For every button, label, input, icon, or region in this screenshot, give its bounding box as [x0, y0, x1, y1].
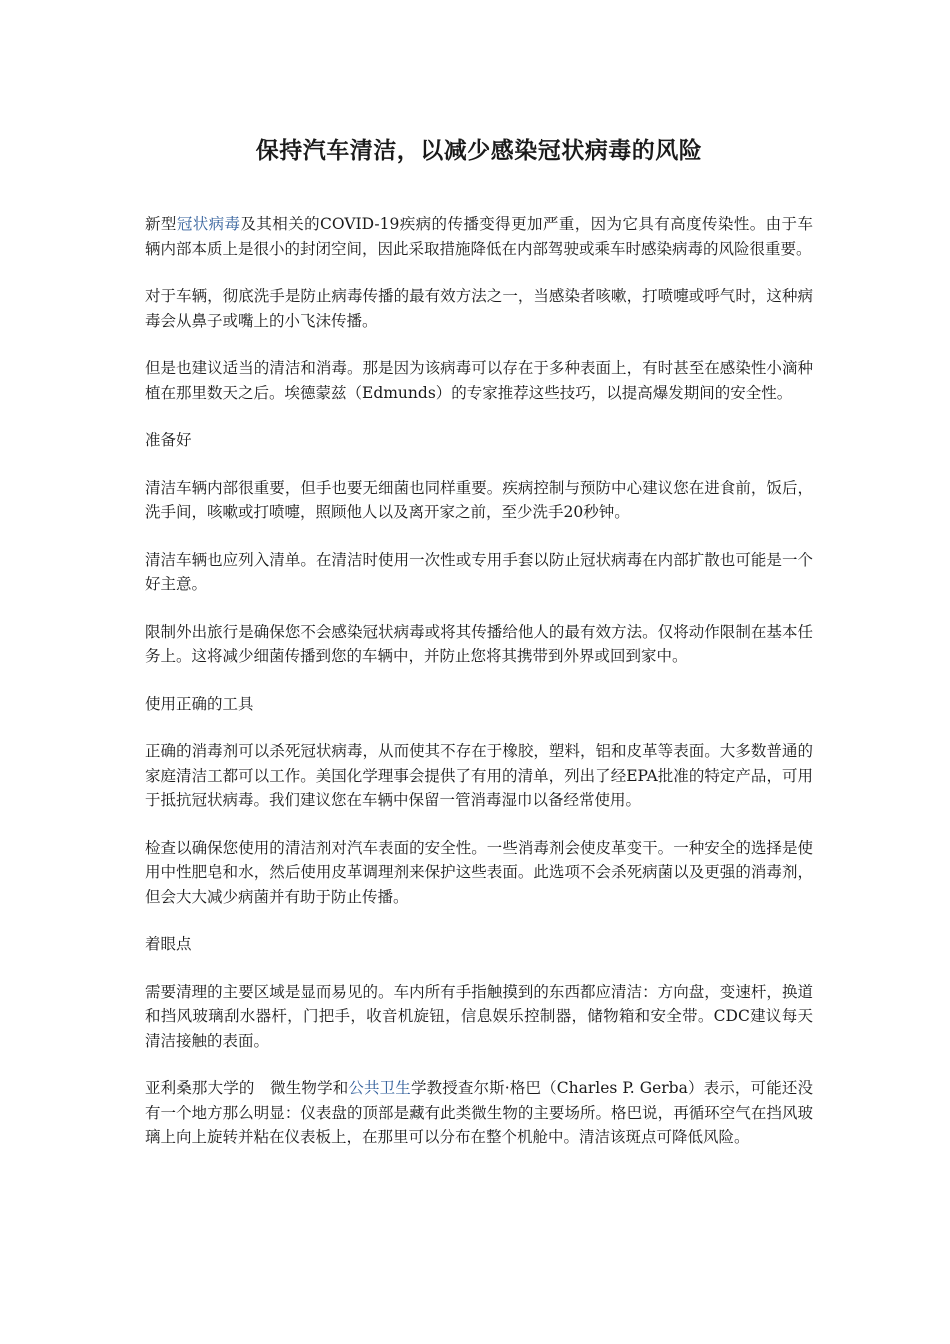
link-public-health[interactable]: 公共卫生	[348, 1079, 411, 1097]
paragraph-handwashing: 对于车辆，彻底洗手是防止病毒传播的最有效方法之一，当感染者咳嗽，打喷嚏或呼气时，这种病毒会从鼻子或嘴上的小飞沫传播。	[145, 287, 813, 330]
text: 及其相关的COVID-19疾病的传播变得更加严重，因为它具有高度传染性。由于车辆内部本质上是很小的封闭空间，因此采取措施降低在内部驾驶或乘车时感染病毒的风险很重要。	[145, 215, 813, 258]
paragraph-gloves: 清洁车辆也应列入清单。在清洁时使用一次性或专用手套以防止冠状病毒在内部扩散也可能是一个好主意。	[145, 550, 813, 593]
paragraph-disinfectant: 正确的消毒剂可以杀死冠状病毒，从而使其不存在于橡胶，塑料，铝和皮革等表面。大多数普通的家庭清洁工都可以工作。美国化学理事会提供了有用的清单，列出了经EPA批准的特定产品，可用于抵抗冠状病毒。我们建议您在车辆中保留一管消毒湿巾以备经常使用。	[145, 742, 813, 809]
text: 学教授查尔斯·格巴（Charles P. Gerba）表示，可能还没有一个地方那么明显：仪表盘的顶部是藏有此类微生物的主要场所。格巴说，再循环空气在挡风玻璃上向上旋转并粘在仪表板上，在那里可以分布在整个机舱中。清洁该斑点可降低风险。	[145, 1079, 813, 1146]
paragraph-surfaces: 检查以确保您使用的清洁剂对汽车表面的安全性。一些消毒剂会使皮革变干。一种安全的选择是使用中性肥皂和水，然后使用皮革调理剂来保护这些表面。此选项不会杀死病菌以及更强的消毒剂，但会大大减少病菌并有助于防止传播。	[145, 838, 813, 906]
section-heading-tools: 使用正确的工具	[145, 694, 254, 713]
paragraph-dashboard	[145, 1076, 813, 1150]
article	[145, 130, 813, 1173]
link-coronavirus[interactable]: 冠状病毒	[176, 215, 241, 233]
section-heading-prepare: 准备好	[145, 431, 192, 449]
section-heading-focus: 着眼点	[145, 935, 192, 953]
paragraph-areas: 需要清理的主要区域是显而易见的。车内所有手指触摸到的东西都应清洁：方向盘，变速杆，换道和挡风玻璃刮水器杆，门把手，收音机旋钮，信息娱乐控制器，储物箱和安全带。CDC建议每天清洁接触的表面。	[145, 982, 813, 1050]
text: 新型	[145, 215, 177, 233]
page-title: 保持汽车清洁，以减少感染冠状病毒的风险	[255, 137, 703, 164]
paragraph-hands: 清洁车辆内部很重要，但手也要无细菌也同样重要。疾病控制与预防中心建议您在进食前，饭后，洗手间，咳嗽或打喷嚏，照顾他人以及离开家之前，至少洗手20秒钟。	[145, 478, 813, 521]
paragraph-travel: 限制外出旅行是确保您不会感染冠状病毒或将其传播给他人的最有效方法。仅将动作限制在基本任务上。这将减少细菌传播到您的车辆中，并防止您将其携带到外界或回到家中。	[145, 622, 813, 665]
paragraph-cleaning: 但是也建议适当的清洁和消毒。那是因为该病毒可以存在于多种表面上，有时甚至在感染性小滴种植在那里数天之后。埃德蒙兹（Edmunds）的专家推荐这些技巧，以提高爆发期间的安全性。	[145, 359, 813, 402]
paragraph-intro	[145, 212, 813, 261]
text: 亚利桑那大学的 微生物学和	[145, 1079, 349, 1097]
